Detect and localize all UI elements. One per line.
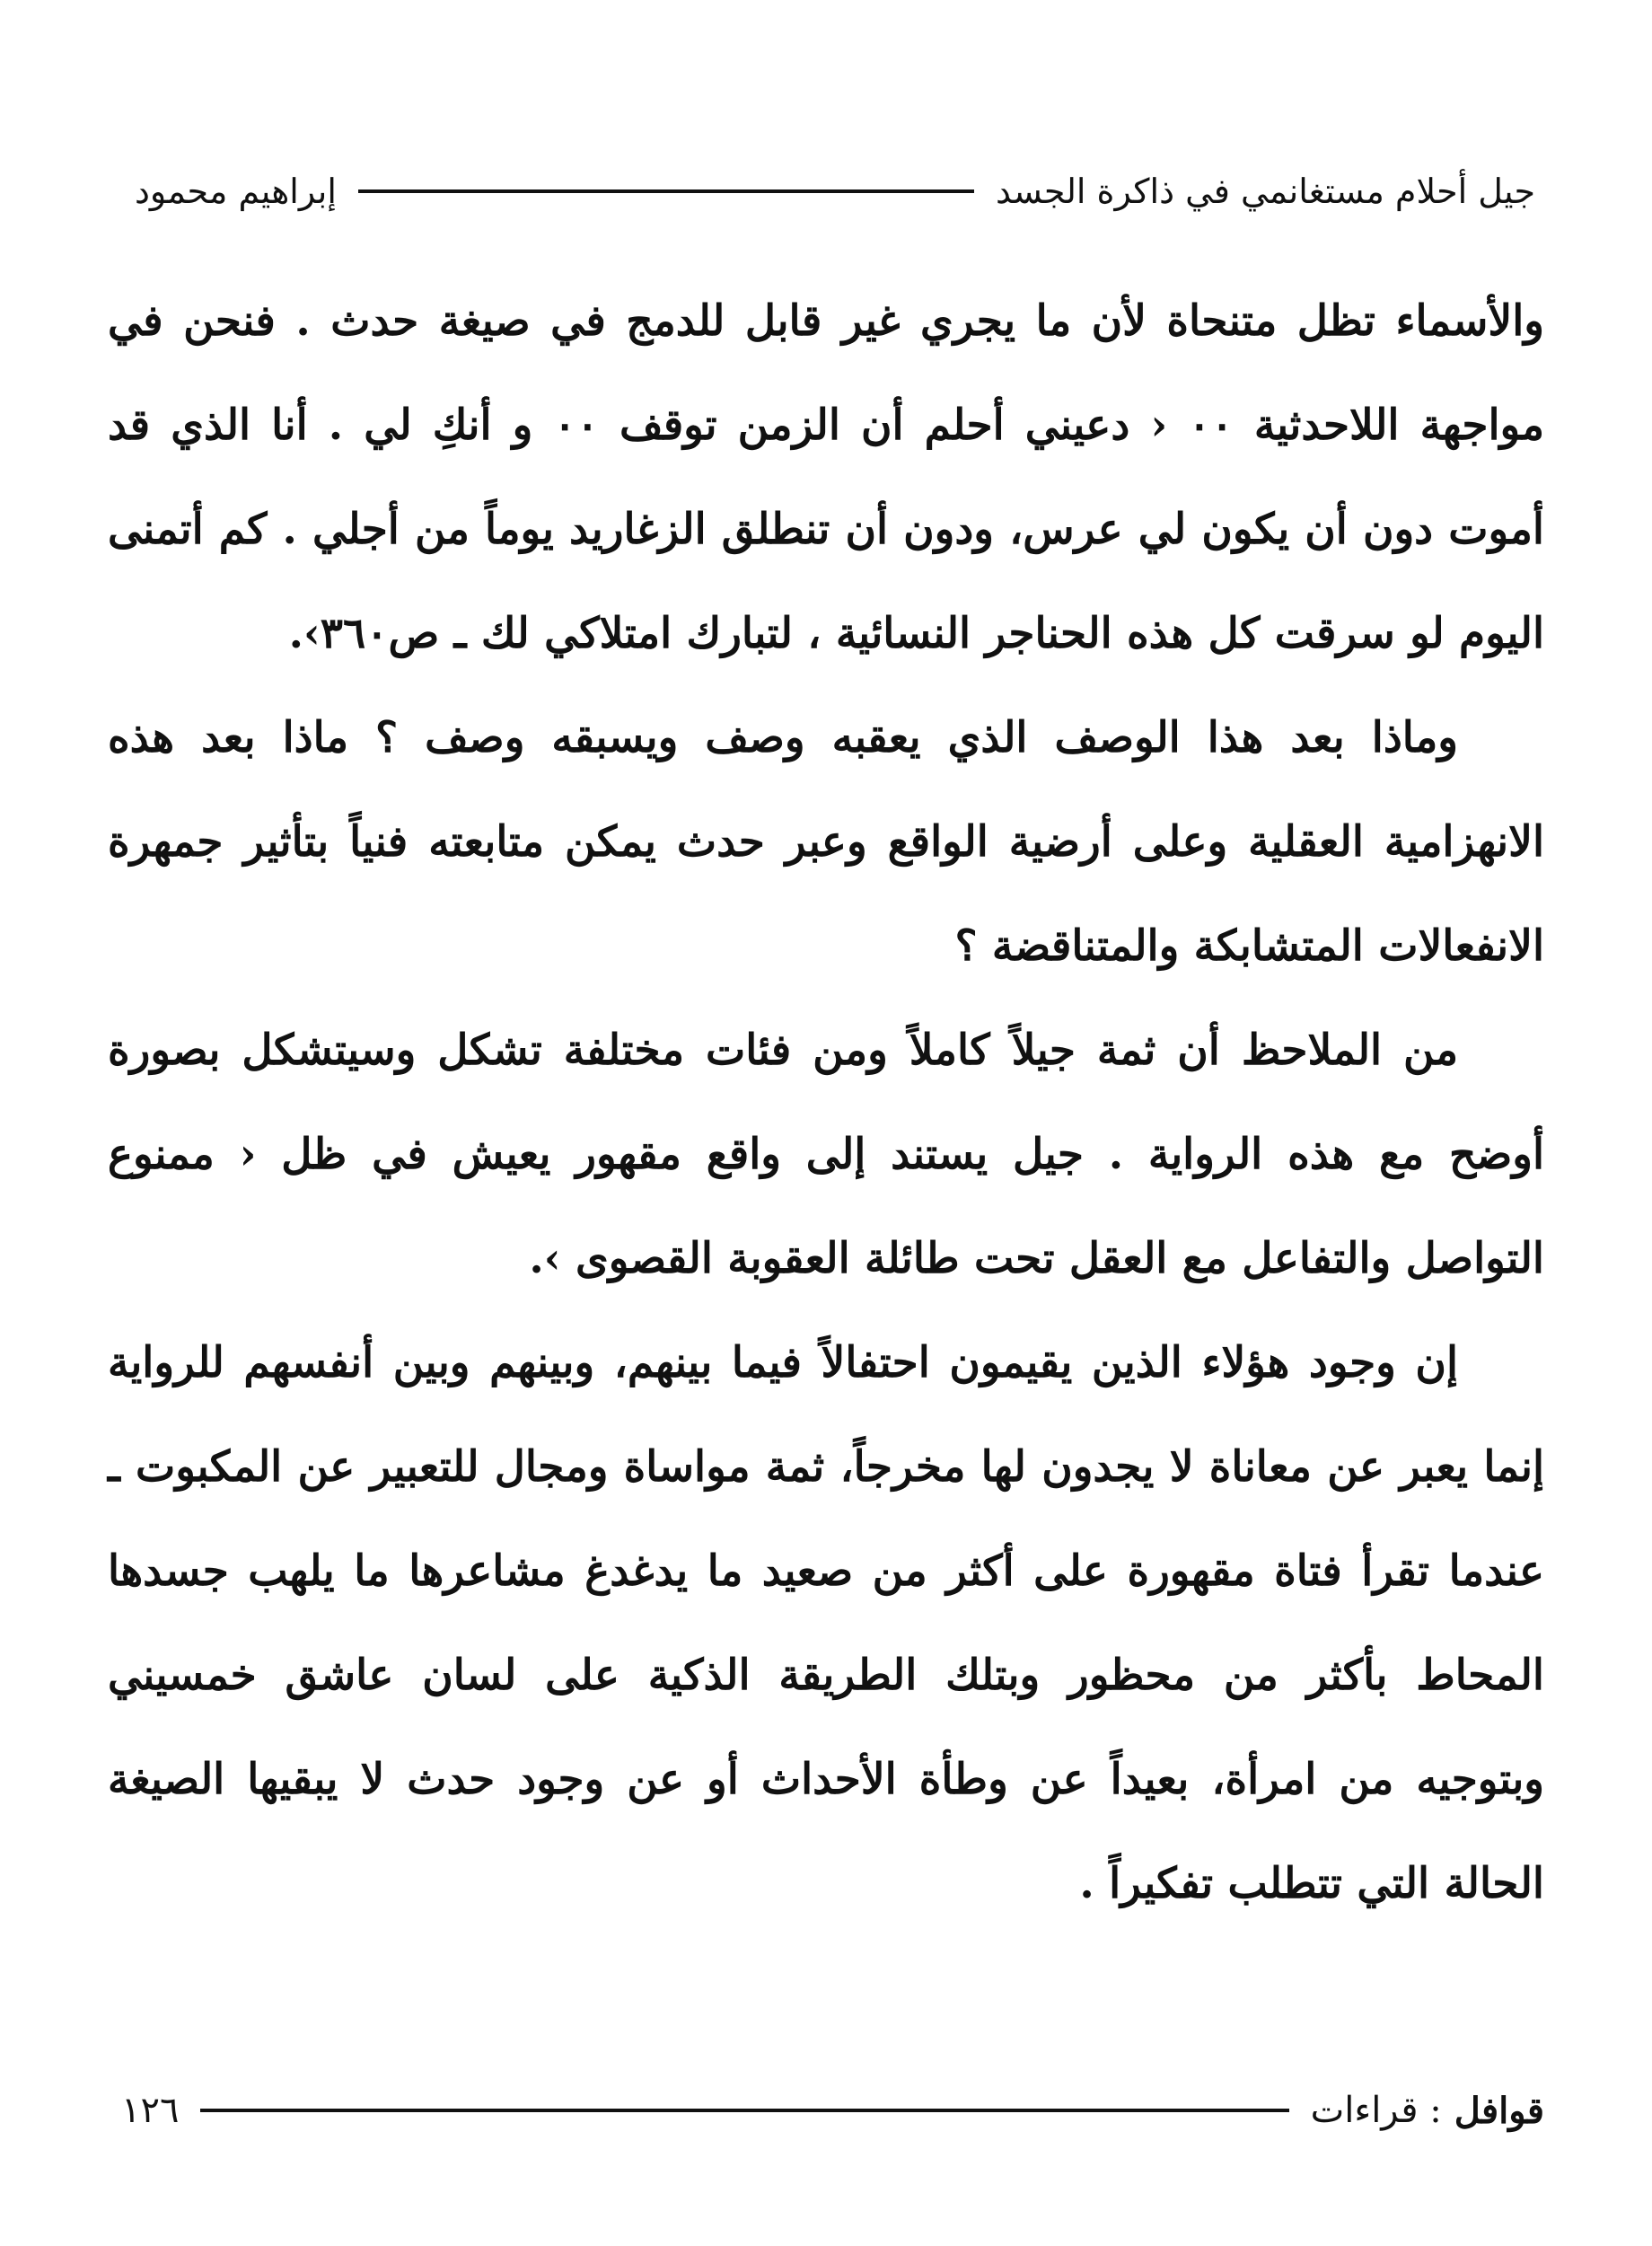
paragraph: وماذا بعد هذا الوصف الذي يعقبه وصف ويسبقه وصف ؟ ماذا بعد هذه الانهزامية العقلية وعلى أرضية الواقع وعبر حدث يمكن متابعته فنياً بتأثير جمهرة الانفعالات المتشابكة والمتناقضة ؟ (108, 713, 1544, 971)
page-number: ١٢٦ (121, 2090, 180, 2131)
paragraph: من الملاحظ أن ثمة جيلاً كاملاً ومن فئات مختلفة تشكل وسيتشكل بصورة أوضح مع هذه الرواية . جيل يستند إلى واقع مقهور يعيش في ظل ‹ ممنوع التواصل والتفاعل مع العقل تحت طائلة العقوبة القصوى ›. (108, 1026, 1544, 1283)
footer-section: : قراءات (1310, 2090, 1442, 2131)
running-footer (121, 2070, 1544, 2151)
running-header (135, 151, 1535, 232)
paragraph: إن وجود هؤلاء الذين يقيمون احتفالاً فيما بينهم، وبينهم وبين أنفسهم للرواية إنما يعبر عن معاناة لا يجدون لها مخرجاً، ثمة مواساة ومجال للتعبير عن المكبوت ـ عندما تقرأ فتاة مقهورة على أكثر من صعيد ما يدغدغ مشاعرها ما يلهب جسدها المحاط بأكثر من محظور وبتلك الطريقة الذكية على لسان عاشق خمسيني وبتوجيه من امرأة، بعيداً عن وطأة الأحداث أو عن وجود حدث لا يبقيها الصيغة الحالة التي تتطلب تفكيراً . (108, 1338, 1544, 1908)
footer-journal: قوافل (1454, 2089, 1544, 2132)
body-text (108, 269, 1544, 1976)
footer-rule (200, 2109, 1288, 2112)
header-rule (358, 189, 974, 193)
header-title: جيل أحلام مستغانمي في ذاكرة الجسد (995, 172, 1535, 211)
header-author: إبراهيم محمود (135, 172, 337, 211)
paragraph: والأسماء تظل متنحاة لأن ما يجري غير قابل للدمج في صيغة حدث . فنحن في مواجهة اللاحدثية ٠٠ ‹ دعيني أحلم أن الزمن توقف ٠٠ و أنكِ لي . أنا الذي قد أموت دون أن يكون لي عرس، ودون أن تنطلق الزغاريد يوماً من أجلي . كم أتمنى اليوم لو سرقت كل هذه الحناجر النسائية ، لتبارك امتلاكي لك ـ ص٣٦٠›. (108, 296, 1544, 658)
